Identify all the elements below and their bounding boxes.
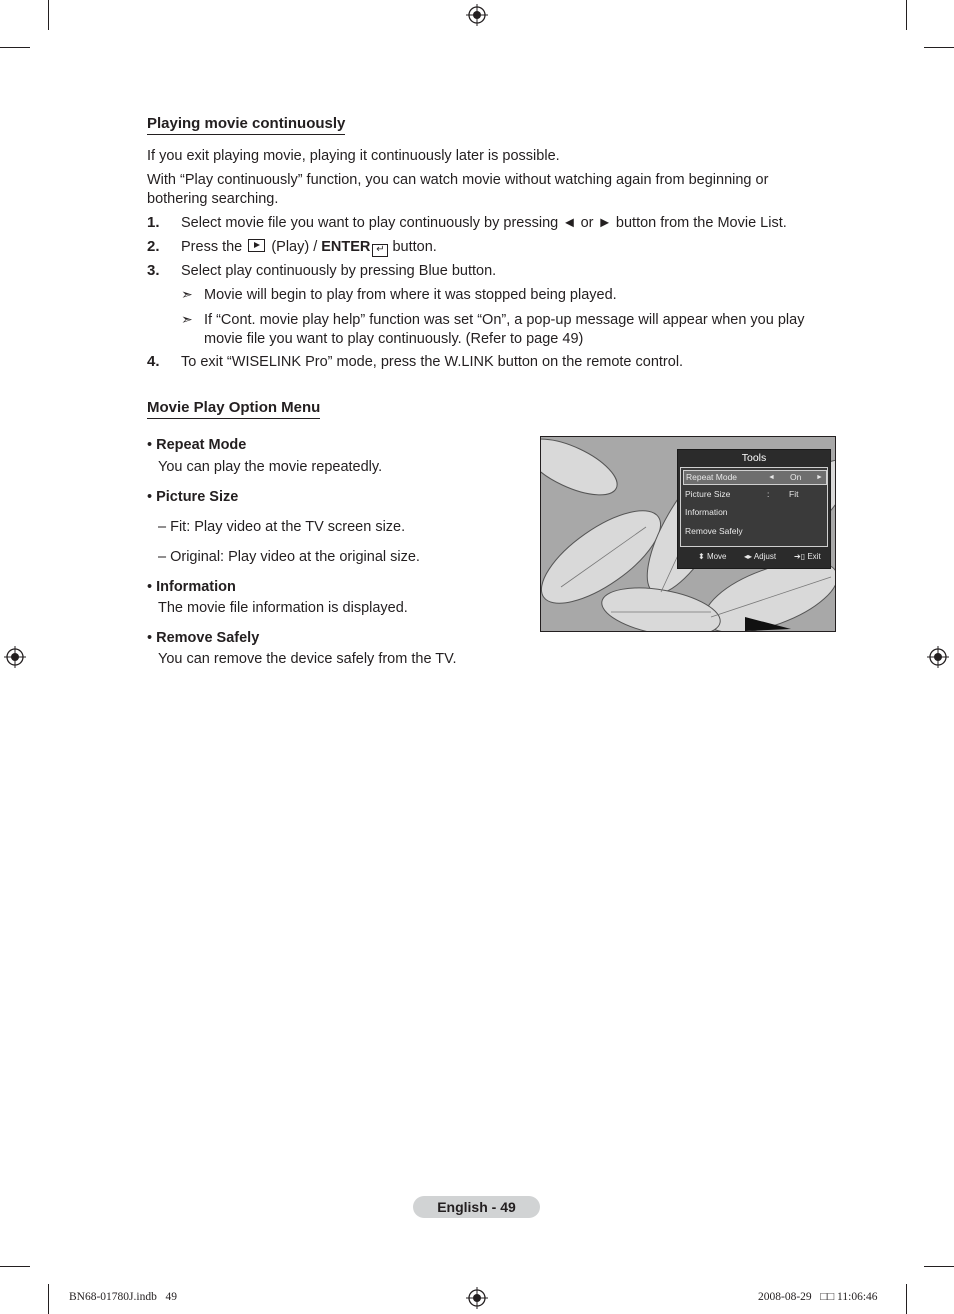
bullet-title: • Picture Size	[147, 489, 239, 505]
intro-paragraph-2: With “Play continuously” function, you can watch movie without watching again from beginning or bothering searching.	[147, 172, 769, 207]
crop-mark	[48, 1284, 49, 1314]
registration-mark-icon	[4, 646, 26, 668]
bullet-title: • Information	[147, 579, 236, 595]
step-text: To exit “WISELINK Pro” mode, press the W.LINK button on the remote control.	[181, 354, 684, 370]
step-text: Select play continuously by pressing Blue button.	[181, 263, 497, 279]
tools-menu	[677, 449, 831, 569]
note-text: If “Cont. movie play help” function was set “On”, a pop-up message will appear when you play movie file you want to play continuously. (Refer to page 49)	[204, 312, 805, 347]
up-down-icon: ⬍	[698, 552, 705, 561]
step-number: 4.	[147, 353, 160, 370]
step-text-pre: Press the	[181, 239, 243, 255]
step-text: Select movie file you want to play continuously by pressing ◄ or ► button from the Movie List.	[181, 215, 787, 231]
crop-mark	[906, 1284, 907, 1314]
step-text-mid: (Play) /	[271, 239, 318, 255]
bullet-desc: The movie file information is displayed.	[158, 600, 408, 616]
crop-mark	[924, 47, 954, 48]
print-slug-left: BN68-01780J.indb 49	[69, 1291, 177, 1303]
enter-icon: ↵	[372, 244, 388, 257]
section-heading-playing-continuously: Playing movie continuously	[147, 115, 345, 135]
bullet-icon: •	[147, 437, 157, 453]
exit-icon: ➔▯	[794, 552, 806, 561]
menu-item-picture-size[interactable]	[683, 488, 825, 501]
menu-item-information[interactable]	[683, 506, 825, 519]
step-number: 1.	[147, 214, 160, 231]
crop-mark	[48, 0, 49, 30]
footer-exit: ➔▯ Exit	[794, 552, 821, 561]
left-right-icon: ◂▸	[744, 552, 753, 561]
bullet-title: • Repeat Mode	[147, 437, 247, 453]
note-arrow-icon: ➣	[181, 311, 193, 327]
play-button-icon	[248, 239, 265, 252]
tools-menu-title: Tools	[741, 452, 767, 464]
step-number: 3.	[147, 262, 160, 279]
note-arrow-icon: ➣	[181, 286, 193, 302]
registration-mark-icon	[927, 646, 949, 668]
step-number: 2.	[147, 238, 160, 255]
registration-mark-icon	[466, 1287, 488, 1309]
footer-adjust: ◂▸ Adjust	[744, 552, 777, 561]
bullet-sub: – Original: Play video at the original size.	[158, 549, 420, 565]
bullet-icon: •	[147, 489, 157, 505]
menu-item-label: Repeat Mode	[686, 472, 738, 482]
crop-mark	[0, 47, 30, 48]
tools-menu-list	[680, 467, 828, 547]
crop-mark	[0, 1266, 30, 1267]
note-text: Movie will begin to play from where it was stopped being played.	[204, 287, 617, 303]
menu-item-separator: :	[767, 489, 770, 499]
bullet-icon: •	[147, 630, 157, 646]
crop-mark	[924, 1266, 954, 1267]
page-number-badge: English - 49	[413, 1196, 540, 1218]
bullet-title: • Remove Safely	[147, 630, 260, 646]
menu-item-repeat-mode[interactable]	[683, 470, 827, 485]
menu-item-remove-safely[interactable]	[683, 525, 825, 538]
bullet-desc: You can play the movie repeatedly.	[158, 459, 383, 475]
step-text-post: button.	[392, 239, 437, 255]
bullet-icon: •	[147, 579, 157, 595]
bullet-sub: – Fit: Play video at the TV screen size.	[158, 519, 406, 535]
footer-move: ⬍ Move	[698, 552, 727, 561]
arrow-right-icon[interactable]: ►	[816, 474, 823, 481]
enter-label: ENTER	[321, 239, 371, 255]
section-heading-option-menu: Movie Play Option Menu	[147, 399, 320, 419]
menu-item-label: Remove Safely	[685, 526, 743, 536]
crop-mark	[906, 0, 907, 30]
step-text	[181, 238, 841, 257]
intro-paragraph-1: If you exit playing movie, playing it continuously later is possible.	[147, 148, 560, 164]
tv-screenshot	[540, 436, 836, 632]
menu-item-value: On	[790, 472, 802, 482]
menu-item-label: Picture Size	[685, 489, 731, 499]
menu-item-value: Fit	[789, 489, 799, 499]
bullet-desc: You can remove the device safely from the TV.	[158, 651, 457, 667]
menu-item-label: Information	[685, 507, 728, 517]
arrow-left-icon[interactable]: ◄	[768, 474, 775, 481]
print-slug-right: 2008-08-29 □□ 11:06:46	[758, 1291, 878, 1303]
registration-mark-icon	[466, 4, 488, 26]
